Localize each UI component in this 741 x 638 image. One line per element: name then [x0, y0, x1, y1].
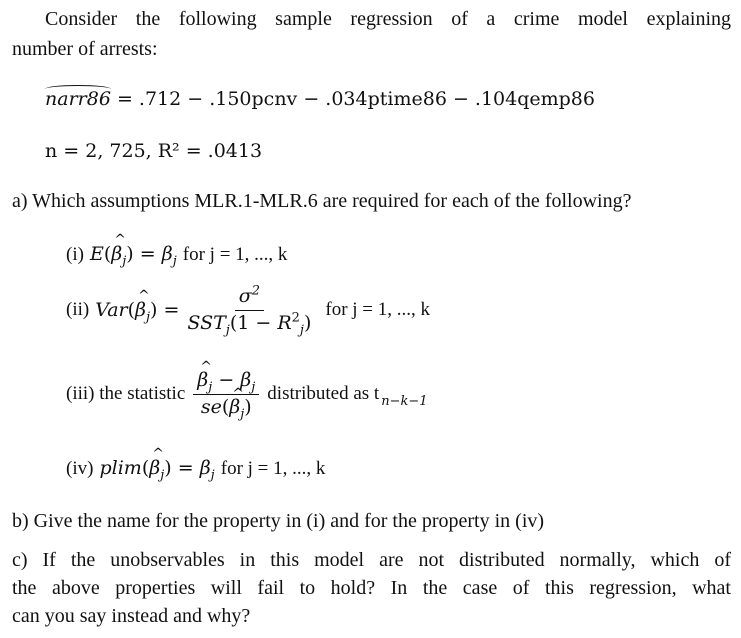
- variance-fraction: $\frac{\sigma^2}{SST_j(1 - R^2_j)}$: [187, 283, 312, 338]
- part-c-line-2: the above properties will fail to hold? In the case of this regression, what: [12, 577, 731, 599]
- equation-rhs: = .712 − .150pcnv − .034ptime86 − .104qemp86: [110, 88, 595, 110]
- t-dist-subscript: n−k−1: [381, 394, 428, 410]
- item-i-suffix: for j = 1, ..., k: [182, 244, 288, 265]
- intro-line-1: Consider the following sample regression of a crime model explaining: [45, 8, 731, 30]
- sample-stats: n = 2, 725, R² = .0413: [45, 140, 263, 162]
- item-iv-suffix: for j = 1, ..., k: [220, 458, 326, 479]
- equation-lhs: narr86: [45, 88, 111, 110]
- part-c-line-1: c) If the unobservables in this model are not distributed normally, which of: [12, 549, 731, 571]
- part-b-question: b) Give the name for the property in (i) and for the property in (iv): [12, 510, 545, 532]
- intro-line-2: number of arrests:: [12, 38, 158, 60]
- item-iii: [66, 369, 706, 422]
- item-i: (i) E(^ $\beta_j) = \beta_j$ for j = 1, ..., k: [66, 243, 666, 266]
- regression-equation: [45, 88, 695, 110]
- item-iv: (iv) plim(^ $\beta_j) = \beta_j$ for j = 1, ..., k: [66, 457, 666, 480]
- part-c-line-3: can you say instead and why?: [12, 605, 251, 627]
- item-ii-suffix: for j = 1, ..., k: [325, 299, 431, 321]
- part-a-question: a) Which assumptions MLR.1-MLR.6 are required for each of the following?: [12, 190, 632, 212]
- t-statistic-fraction: ^ $\frac{\beta_j - \beta_j}{se(\^{} \beta_j)}$: [193, 370, 259, 419]
- item-iv-label: (iv): [66, 458, 94, 479]
- item-ii-label: (ii): [66, 299, 90, 321]
- item-ii: (ii) Var(^ $\beta_j$) = $\frac{\sigma^2}{SST_j(1 - R^2_j)}$ for j = 1, ..., k: [66, 286, 666, 335]
- item-i-label: (i): [66, 244, 84, 265]
- item-iii-label: (iii) the statistic: [66, 383, 186, 405]
- item-iii-suffix: distributed as t: [267, 383, 380, 405]
